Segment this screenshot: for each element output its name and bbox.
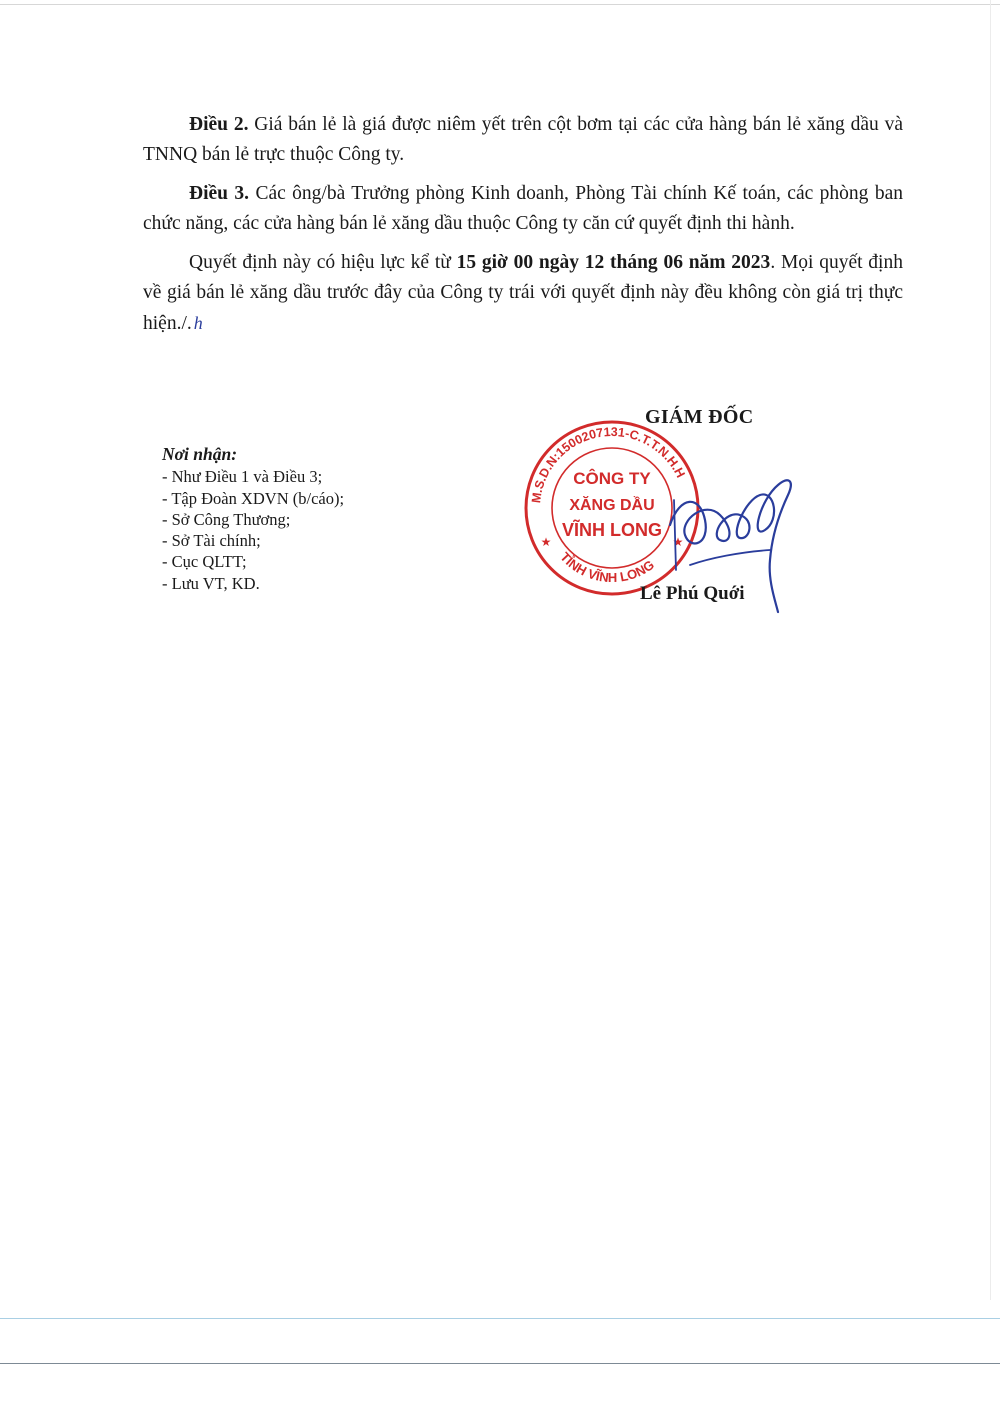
article-3-text: Các ông/bà Trưởng phòng Kinh doanh, Phòng Tài chính Kế toán, các phòng ban chức năng, các cửa hàng bán lẻ xăng dầu thuộc Công ty căn cứ quyết định thi hành. bbox=[143, 183, 903, 234]
recipient-item: - Cục QLTT; bbox=[162, 551, 462, 572]
article-3 bbox=[143, 179, 903, 239]
document-body bbox=[143, 110, 903, 348]
recipient-item: - Tập Đoàn XDVN (b/cáo); bbox=[162, 488, 462, 509]
signature-underline bbox=[690, 550, 770, 565]
recipient-item: - Như Điều 1 và Điều 3; bbox=[162, 466, 462, 487]
effective-suffix: . Mọi quyết định về giá bán lẻ xăng dầu trước đây của Công ty trái với quyết định này đều không còn giá trị thực hiện./. bbox=[143, 252, 903, 334]
effective-time: 15 giờ 00 ngày 12 tháng 06 năm 2023 bbox=[456, 252, 771, 273]
page-top-edge bbox=[0, 4, 1000, 5]
recipients-list bbox=[162, 466, 462, 594]
recipient-item: - Lưu VT, KD. bbox=[162, 573, 462, 594]
footer-rule-dark bbox=[0, 1363, 1000, 1364]
initial-mark: h bbox=[193, 313, 203, 333]
seal-star-left: ★ bbox=[540, 535, 552, 549]
seal-line-3: VĨNH LONG bbox=[561, 520, 663, 540]
signer-name: Lê Phú Quới bbox=[640, 583, 745, 604]
signer-title: GIÁM ĐỐC bbox=[645, 406, 754, 428]
effective-clause bbox=[143, 248, 903, 339]
recipients-title: Nơi nhận: bbox=[162, 444, 238, 464]
seal-line-1: CÔNG TY bbox=[573, 469, 651, 488]
recipient-item: - Sở Tài chính; bbox=[162, 530, 462, 551]
article-2 bbox=[143, 110, 903, 170]
seal-bottom-text: TỈNH VĨNH LONG bbox=[557, 549, 657, 586]
article-2-text: Giá bán lẻ là giá được niêm yết trên cột bơm tại các cửa hàng bán lẻ xăng dầu và TNNQ bán lẻ trực thuộc Công ty. bbox=[143, 114, 903, 165]
effective-prefix: Quyết định này có hiệu lực kể từ bbox=[189, 252, 457, 273]
seal-outer-text: M.S.D.N:1500207131-C.T.T.N.H.H bbox=[529, 424, 688, 504]
recipients-block bbox=[162, 444, 462, 594]
article-3-label: Điều 3. bbox=[189, 183, 250, 204]
page-right-edge bbox=[990, 0, 991, 1300]
recipient-item: - Sở Công Thương; bbox=[162, 509, 462, 530]
article-2-label: Điều 2. bbox=[189, 114, 249, 135]
seal-star-right: ★ bbox=[672, 535, 684, 549]
footer-rule-light bbox=[0, 1318, 1000, 1319]
seal-line-2: XĂNG DẦU bbox=[569, 497, 655, 514]
